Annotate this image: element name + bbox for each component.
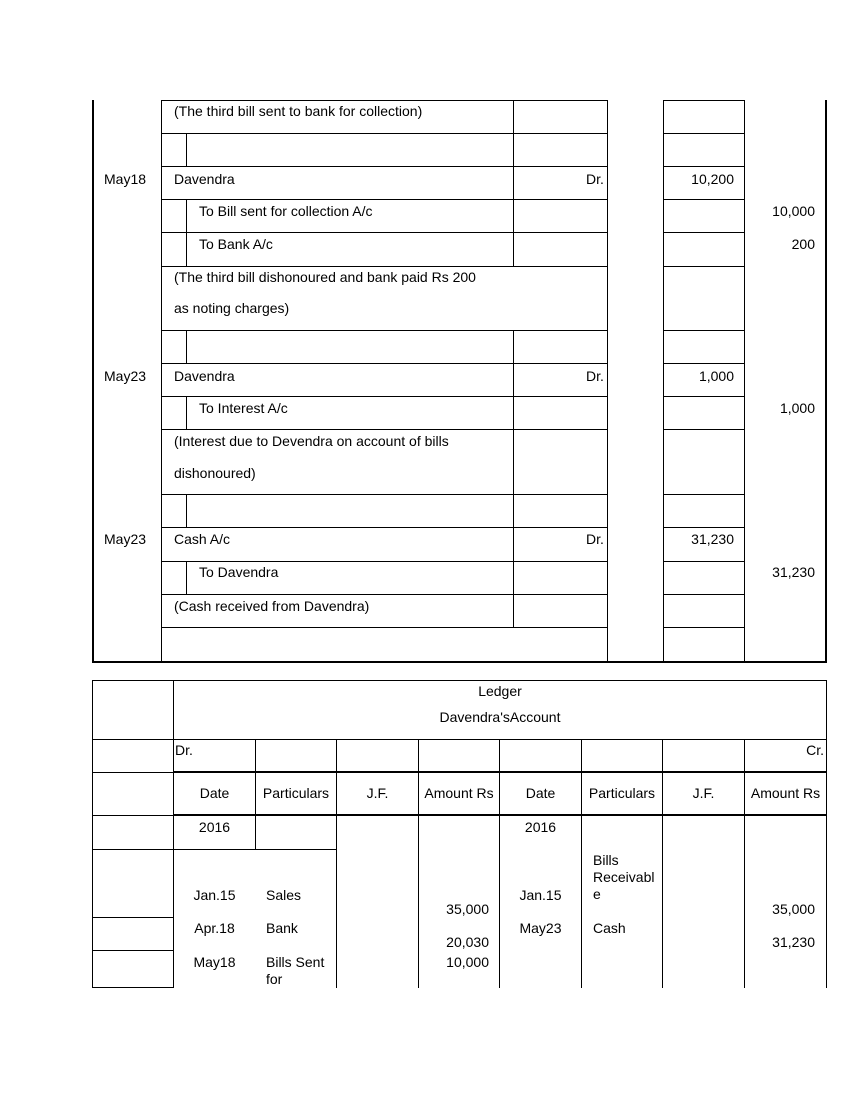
debit-amount: 31,230 — [691, 531, 734, 547]
ledger-row-line — [92, 815, 174, 816]
header-jf: J.F. — [366, 785, 389, 801]
ledger-row-line — [92, 739, 827, 740]
credit-account: To Interest A/c — [199, 400, 288, 416]
journal-indent-line — [186, 200, 187, 266]
ledger-row-line — [255, 849, 337, 850]
ledger-row-line — [92, 950, 174, 951]
journal-col-line — [161, 100, 162, 662]
cr-label: Cr. — [806, 742, 824, 758]
ledger-col-line — [336, 739, 337, 988]
ledger-row-line — [92, 772, 174, 773]
year: 2016 — [524, 819, 557, 835]
ledger-col-line — [255, 739, 256, 816]
ledger-date: May23 — [519, 920, 562, 936]
ledger-particulars: Sales — [266, 887, 302, 903]
journal-row-line — [664, 133, 744, 134]
journal-row-line — [162, 100, 607, 101]
journal-indent-line — [186, 495, 187, 528]
journal-row-line — [664, 527, 744, 528]
header-jf: J.F. — [692, 785, 715, 801]
journal-border-right — [825, 100, 827, 663]
entry-date: May23 — [104, 531, 147, 547]
journal-row-line — [162, 166, 607, 167]
ledger-amount: 35,000 — [446, 901, 489, 917]
journal-row-line — [664, 100, 744, 101]
debit-account: Davendra — [174, 171, 235, 187]
journal-row-line — [162, 363, 607, 364]
journal-row-line — [162, 396, 607, 397]
header-date: Date — [525, 785, 556, 801]
journal-row-line — [162, 561, 607, 562]
narration: (The third bill dishonoured and bank paid Rs 200 — [174, 269, 476, 285]
journal-row-line — [162, 429, 607, 430]
journal-row-line — [664, 561, 744, 562]
ledger-date: Apr.18 — [194, 920, 235, 936]
journal-row-line — [664, 627, 744, 628]
ledger-col-line — [744, 739, 745, 988]
credit-amount: 10,000 — [772, 203, 815, 219]
debit-amount: 10,200 — [691, 171, 734, 187]
narration: (The third bill sent to bank for collection) — [174, 103, 423, 119]
ledger-col-line — [662, 739, 663, 988]
ledger-amount: 31,230 — [772, 934, 815, 950]
dr-label: Dr. — [175, 742, 193, 758]
credit-amount: 1,000 — [779, 400, 815, 416]
journal-row-line — [664, 266, 744, 267]
ledger-date: May18 — [193, 954, 236, 970]
journal-row-line — [664, 396, 744, 397]
ledger-particulars: Cash — [593, 920, 626, 936]
narration: (Interest due to Devendra on account of bills — [174, 433, 449, 449]
header-amount: Amount Rs — [424, 785, 494, 801]
ledger-row-line — [92, 917, 174, 918]
journal-col-line — [607, 100, 608, 662]
journal-border-left — [92, 100, 94, 663]
journal-indent-line — [186, 331, 187, 364]
debit-account: Cash A/c — [174, 531, 231, 547]
ledger-title: Ledger — [478, 683, 522, 699]
ledger-date: Jan.15 — [519, 887, 562, 903]
ledger-row-line — [92, 987, 174, 988]
journal-indent-line — [186, 397, 187, 430]
ledger-particulars: Bills Sent — [266, 954, 325, 970]
dr-marker: Dr. — [586, 171, 604, 187]
ledger-col-line — [499, 739, 500, 988]
narration: as noting charges) — [174, 300, 290, 316]
ledger-particulars: Receivabl — [593, 869, 655, 885]
ledger-border-right — [826, 680, 827, 988]
account-title: Davendra'sAccount — [439, 709, 561, 725]
ledger-border-left — [92, 680, 93, 988]
ledger-header-bottom — [174, 814, 827, 816]
ledger-row-line — [174, 849, 256, 850]
dr-marker: Dr. — [586, 531, 604, 547]
journal-row-line — [162, 494, 607, 495]
journal-indent-line — [186, 133, 187, 167]
journal-col-line — [513, 331, 514, 430]
ledger-col-line — [418, 739, 419, 988]
dr-marker: Dr. — [586, 368, 604, 384]
ledger-particulars: e — [593, 886, 601, 902]
ledger-col-line — [581, 739, 582, 988]
entry-date: May18 — [104, 171, 147, 187]
journal-row-line — [162, 330, 607, 331]
ledger-particulars: Bank — [266, 920, 298, 936]
narration: dishonoured) — [174, 465, 256, 481]
journal-row-line — [162, 594, 607, 595]
ledger-particulars: Bills — [593, 852, 619, 868]
header-particulars: Particulars — [588, 785, 656, 801]
journal-row-line — [664, 363, 744, 364]
journal-row-line — [664, 199, 744, 200]
ledger-amount: 35,000 — [772, 901, 815, 917]
journal-col-line — [513, 430, 514, 495]
ledger-header-top — [174, 771, 827, 773]
header-date: Date — [199, 785, 230, 801]
ledger-amount: 20,030 — [446, 934, 489, 950]
debit-account: Davendra — [174, 368, 235, 384]
ledger-border-top — [92, 680, 827, 681]
header-particulars: Particulars — [262, 785, 330, 801]
ledger-date: Jan.15 — [193, 887, 236, 903]
ledger-col-line — [255, 816, 256, 849]
journal-row-line — [162, 266, 607, 267]
journal-row-line — [162, 199, 607, 200]
journal-col-line — [513, 100, 514, 266]
entry-date: May23 — [104, 368, 147, 384]
credit-amount: 200 — [791, 236, 815, 252]
credit-amount: 31,230 — [772, 564, 815, 580]
journal-row-line — [664, 232, 744, 233]
journal-row-line — [664, 330, 744, 331]
journal-row-line — [664, 594, 744, 595]
journal-row-line — [664, 166, 744, 167]
credit-account: To Davendra — [199, 564, 279, 580]
journal-row-line — [664, 494, 744, 495]
debit-amount: 1,000 — [698, 368, 734, 384]
narration: (Cash received from Davendra) — [174, 598, 370, 614]
ledger-row-line — [92, 849, 174, 850]
journal-row-line — [162, 232, 607, 233]
journal-row-line — [664, 429, 744, 430]
credit-account: To Bank A/c — [199, 236, 273, 252]
year: 2016 — [198, 819, 231, 835]
header-amount: Amount Rs — [750, 785, 821, 801]
ledger-amount: 10,000 — [446, 954, 489, 970]
journal-row-line — [162, 527, 607, 528]
ledger-particulars: for — [266, 971, 283, 987]
journal-row-line — [162, 133, 607, 134]
credit-account: To Bill sent for collection A/c — [199, 203, 373, 219]
journal-indent-line — [186, 561, 187, 594]
journal-row-line — [162, 627, 607, 628]
journal-border-bottom — [92, 661, 827, 663]
